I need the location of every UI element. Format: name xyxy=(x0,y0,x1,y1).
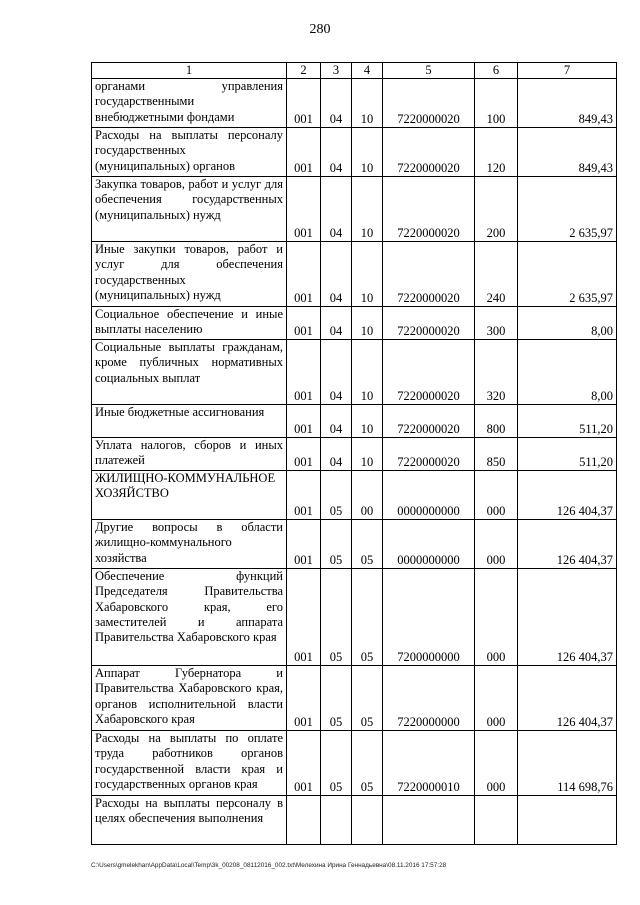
cell-amount: 2 635,97 xyxy=(518,242,617,307)
table-header-row xyxy=(92,63,617,79)
cell-subsection: 10 xyxy=(352,128,383,177)
column-header: 4 xyxy=(352,63,383,79)
cell-admin: 001 xyxy=(287,128,321,177)
cell-section: 04 xyxy=(321,242,352,307)
cell-admin: 001 xyxy=(287,520,321,569)
cell-target: 7220000020 xyxy=(383,128,475,177)
cell-target: 7220000020 xyxy=(383,177,475,242)
cell-expense-type: 000 xyxy=(475,520,518,569)
table-row xyxy=(92,666,617,731)
table-row xyxy=(92,340,617,405)
cell-admin: 001 xyxy=(287,307,321,340)
table-row xyxy=(92,796,617,845)
cell-target: 7220000020 xyxy=(383,307,475,340)
cell-target: 7220000020 xyxy=(383,438,475,471)
cell-target: 7220000020 xyxy=(383,79,475,128)
row-name: Закупка товаров, работ и услуг для обеспечения государственных (муниципальных) нужд xyxy=(92,177,287,242)
row-name: Расходы на выплаты по оплате труда работников органов государственной власти края и государственных органов края xyxy=(92,731,287,796)
cell-subsection: 05 xyxy=(352,666,383,731)
cell-amount: 511,20 xyxy=(518,438,617,471)
column-header: 6 xyxy=(475,63,518,79)
cell-subsection: 10 xyxy=(352,79,383,128)
cell-amount: 2 635,97 xyxy=(518,177,617,242)
column-header: 3 xyxy=(321,63,352,79)
cell-amount: 126 404,37 xyxy=(518,520,617,569)
table-row xyxy=(92,177,617,242)
cell-subsection: 10 xyxy=(352,177,383,242)
cell-section: 05 xyxy=(321,471,352,520)
table-row xyxy=(92,242,617,307)
cell-admin: 001 xyxy=(287,731,321,796)
cell-expense-type: 000 xyxy=(475,471,518,520)
cell-section: 04 xyxy=(321,438,352,471)
cell-admin: 001 xyxy=(287,242,321,307)
cell-subsection: 05 xyxy=(352,520,383,569)
budget-table xyxy=(91,62,617,845)
cell-amount: 114 698,76 xyxy=(518,731,617,796)
cell-expense-type: 800 xyxy=(475,405,518,438)
cell-amount: 126 404,37 xyxy=(518,471,617,520)
cell-target: 7220000020 xyxy=(383,405,475,438)
cell-amount: 126 404,37 xyxy=(518,666,617,731)
column-header: 2 xyxy=(287,63,321,79)
cell-section: 05 xyxy=(321,731,352,796)
cell-admin: 001 xyxy=(287,666,321,731)
cell-target: 7220000010 xyxy=(383,731,475,796)
cell-subsection: 10 xyxy=(352,307,383,340)
cell-target: 7220000020 xyxy=(383,340,475,405)
cell-admin: 001 xyxy=(287,340,321,405)
cell-amount: 126 404,37 xyxy=(518,569,617,666)
cell-section: 04 xyxy=(321,128,352,177)
cell-subsection: 10 xyxy=(352,438,383,471)
table-row xyxy=(92,731,617,796)
table-row xyxy=(92,405,617,438)
cell-expense-type: 240 xyxy=(475,242,518,307)
cell-amount: 849,43 xyxy=(518,128,617,177)
table-row xyxy=(92,128,617,177)
cell-expense-type: 850 xyxy=(475,438,518,471)
cell-subsection: 10 xyxy=(352,242,383,307)
row-name: Обеспечение функций Председателя Правительства Хабаровского края, его заместителей и аппарата Правительства Хабаровского края xyxy=(92,569,287,666)
cell-subsection: 05 xyxy=(352,569,383,666)
cell-subsection: 10 xyxy=(352,405,383,438)
row-name: Уплата налогов, сборов и иных платежей xyxy=(92,438,287,471)
page-number: 280 xyxy=(309,22,331,37)
cell-amount: 8,00 xyxy=(518,307,617,340)
column-header: 7 xyxy=(518,63,617,79)
cell-expense-type: 200 xyxy=(475,177,518,242)
cell-target: 0000000000 xyxy=(383,471,475,520)
row-name: ЖИЛИЩНО-КОММУНАЛЬНОЕ ХОЗЯЙСТВО xyxy=(92,471,287,520)
footer-file-path: C:\Users\gmelekhan\AppData\Local\Temp\3k_00208_08112016_002.txt\Мелехина Ирина Геннадьевна\08.11.2016 17:57:28 xyxy=(91,862,447,869)
row-name: Расходы на выплаты персоналу государственных (муниципальных) органов xyxy=(92,128,287,177)
row-name: Социальные выплаты гражданам, кроме публичных нормативных социальных выплат xyxy=(92,340,287,405)
cell-expense-type: 000 xyxy=(475,731,518,796)
table-row xyxy=(92,307,617,340)
cell-section: 04 xyxy=(321,177,352,242)
cell-amount: 511,20 xyxy=(518,405,617,438)
row-name: Другие вопросы в области жилищно-коммунального хозяйства xyxy=(92,520,287,569)
cell-admin: 001 xyxy=(287,79,321,128)
cell-section: 04 xyxy=(321,405,352,438)
cell-amount xyxy=(518,796,617,845)
cell-subsection: 10 xyxy=(352,340,383,405)
cell-section xyxy=(321,796,352,845)
row-name: Иные бюджетные ассигнования xyxy=(92,405,287,438)
cell-section: 04 xyxy=(321,79,352,128)
cell-amount: 8,00 xyxy=(518,340,617,405)
row-name: органами управления государственными внебюджетными фондами xyxy=(92,79,287,128)
cell-expense-type: 100 xyxy=(475,79,518,128)
cell-target: 0000000000 xyxy=(383,520,475,569)
cell-expense-type: 000 xyxy=(475,569,518,666)
table-row xyxy=(92,520,617,569)
cell-target: 7200000000 xyxy=(383,569,475,666)
cell-subsection: 05 xyxy=(352,731,383,796)
table-row xyxy=(92,471,617,520)
cell-section: 04 xyxy=(321,307,352,340)
cell-target: 7220000020 xyxy=(383,242,475,307)
cell-admin xyxy=(287,796,321,845)
cell-target: 7220000000 xyxy=(383,666,475,731)
cell-target xyxy=(383,796,475,845)
cell-expense-type: 320 xyxy=(475,340,518,405)
cell-section: 04 xyxy=(321,340,352,405)
table-row xyxy=(92,438,617,471)
cell-admin: 001 xyxy=(287,438,321,471)
cell-admin: 001 xyxy=(287,569,321,666)
cell-expense-type: 120 xyxy=(475,128,518,177)
row-name: Иные закупки товаров, работ и услуг для обеспечения государственных (муниципальных) нужд xyxy=(92,242,287,307)
table-row xyxy=(92,79,617,128)
cell-expense-type xyxy=(475,796,518,845)
cell-section: 05 xyxy=(321,666,352,731)
row-name: Расходы на выплаты персоналу в целях обеспечения выполнения xyxy=(92,796,287,845)
cell-subsection: 00 xyxy=(352,471,383,520)
cell-amount: 849,43 xyxy=(518,79,617,128)
cell-expense-type: 300 xyxy=(475,307,518,340)
column-header: 5 xyxy=(383,63,475,79)
cell-expense-type: 000 xyxy=(475,666,518,731)
cell-subsection xyxy=(352,796,383,845)
cell-section: 05 xyxy=(321,569,352,666)
cell-section: 05 xyxy=(321,520,352,569)
cell-admin: 001 xyxy=(287,177,321,242)
table-row xyxy=(92,569,617,666)
cell-admin: 001 xyxy=(287,471,321,520)
cell-admin: 001 xyxy=(287,405,321,438)
row-name: Социальное обеспечение и иные выплаты населению xyxy=(92,307,287,340)
column-header: 1 xyxy=(92,63,287,79)
row-name: Аппарат Губернатора и Правительства Хабаровского края, органов исполнительной власти Хабаровского края xyxy=(92,666,287,731)
